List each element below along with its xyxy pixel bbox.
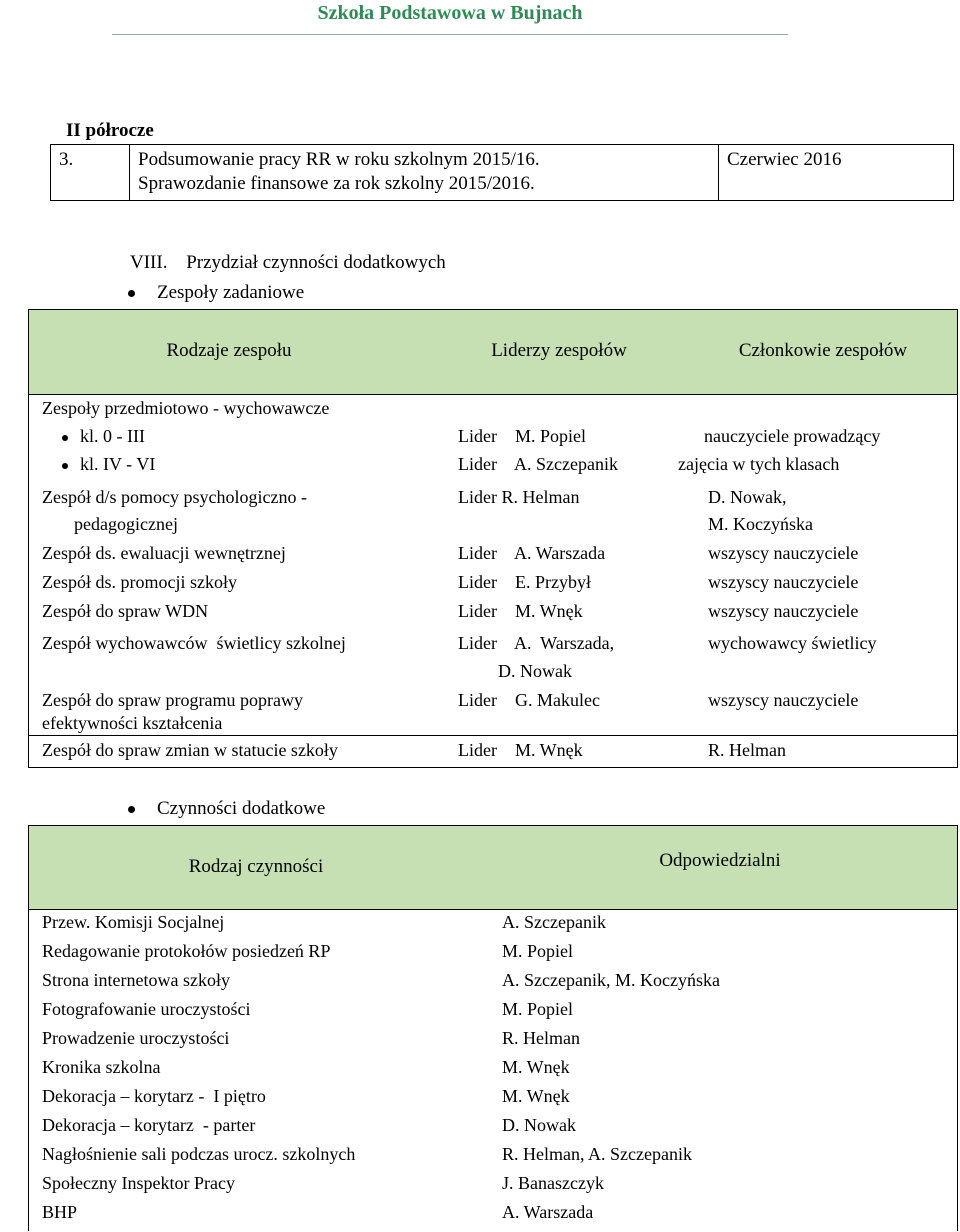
- team-row-members: wychowawcy świetlicy: [708, 633, 877, 653]
- team-row-name: Zespół wychowawców świetlicy szkolnej: [42, 633, 346, 653]
- duty-task: Strona internetowa szkoły: [42, 970, 230, 990]
- duty-person: J. Banaszczyk: [502, 1173, 604, 1193]
- team-row-name-cont: efektywności kształcenia: [42, 713, 223, 733]
- team-row-leader: Lider A. Warszada: [458, 543, 606, 563]
- team-row-members: R. Helman: [708, 740, 786, 760]
- group-sub-1-label: kl. 0 - III: [80, 426, 145, 446]
- duty-person: A. Szczepanik, M. Koczyńska: [502, 970, 720, 990]
- duty-task: Społeczny Inspektor Pracy: [42, 1173, 235, 1193]
- duty-task: Redagowanie protokołów posiedzeń RP: [42, 941, 331, 961]
- teams-bullet-label: Zespoły zadaniowe: [157, 282, 305, 303]
- bullet-dot-icon: [128, 290, 135, 297]
- duty-person: R. Helman: [502, 1028, 580, 1048]
- group-members-2: zajęcia w tych klasach: [678, 454, 840, 474]
- team-row-members: wszyscy nauczyciele: [708, 543, 859, 563]
- section-title: Przydział czynności dodatkowych: [186, 252, 446, 273]
- teams-bullet: [128, 282, 304, 304]
- duty-task: Nagłośnienie sali podczas urocz. szkolnych: [42, 1144, 356, 1164]
- duty-task: Przew. Komisji Socjalnej: [42, 912, 225, 932]
- section-number: VIII.: [130, 252, 168, 273]
- bullet-dot-icon: [128, 806, 135, 813]
- page-header-title: Szkoła Podstawowa w Bujnach: [317, 2, 583, 24]
- duty-person: A. Warszada: [502, 1202, 594, 1222]
- duties-bullet: [128, 798, 325, 820]
- duty-person: R. Helman, A. Szczepanik: [502, 1144, 692, 1164]
- team-row-leader: Lider R. Helman: [458, 487, 580, 507]
- duty-person: M. Wnęk: [502, 1057, 570, 1077]
- bullet-dot-icon: [62, 463, 68, 469]
- team-row-members: wszyscy nauczyciele: [708, 690, 859, 710]
- group-sub-2-label: kl. IV - VI: [80, 454, 156, 474]
- duty-person: M. Popiel: [502, 941, 574, 961]
- bullet-dot-icon: [62, 435, 68, 441]
- team-row-leader: Lider M. Wnęk: [458, 601, 583, 621]
- duty-task: Kronika szkolna: [42, 1057, 161, 1077]
- duty-task: Dekoracja – korytarz - parter: [42, 1115, 256, 1135]
- duty-person: D. Nowak: [502, 1115, 576, 1135]
- duty-task: Prowadzenie uroczystości: [42, 1028, 230, 1048]
- duty-person: A. Szczepanik: [502, 912, 606, 932]
- group-leader-1: Lider M. Popiel: [458, 426, 586, 446]
- plan-line-1: Podsumowanie pracy RR w roku szkolnym 2015/16.: [138, 149, 540, 170]
- team-row-leader: Lider G. Makulec: [458, 690, 600, 710]
- plan-row: [51, 145, 954, 201]
- team-row-name: Zespół d/s pomocy psychologiczno -: [42, 487, 307, 507]
- team-row-name: Zespół do spraw zmian w statucie szkoły: [42, 740, 338, 760]
- teams-header-members: Członkowie zespołów: [738, 340, 908, 361]
- duties-bullet-label: Czynności dodatkowe: [157, 798, 326, 819]
- team-row-leader: Lider A. Warszada,: [458, 633, 615, 653]
- group-leader-2: Lider A. Szczepanik: [458, 454, 618, 474]
- team-row-members: wszyscy nauczyciele: [708, 572, 859, 592]
- duties-header-task: Rodzaj czynności: [188, 856, 324, 877]
- duty-task: Dekoracja – korytarz - I piętro: [42, 1086, 266, 1106]
- teams-header-leaders: Liderzy zespołów: [491, 340, 627, 361]
- section-heading: [130, 252, 446, 274]
- plan-number: 3.: [51, 145, 130, 201]
- semester-heading: II półrocze: [66, 120, 154, 141]
- duty-person: M. Wnęk: [502, 1086, 570, 1106]
- team-row-members: wszyscy nauczyciele: [708, 601, 859, 621]
- plan-table: [50, 144, 954, 201]
- team-row-leader: Lider M. Wnęk: [458, 740, 583, 760]
- team-row-name: Zespół do spraw WDN: [42, 601, 209, 621]
- header-divider: [112, 34, 788, 35]
- plan-line-2: Sprawozdanie finansowe za rok szkolny 2015/2016.: [138, 173, 535, 194]
- duty-person: M. Popiel: [502, 999, 574, 1019]
- duties-header-person: Odpowiedzialni: [659, 850, 781, 871]
- duty-task: Fotografowanie uroczystości: [42, 999, 251, 1019]
- team-row-leader: Lider E. Przybył: [458, 572, 591, 592]
- duty-task: BHP: [42, 1202, 78, 1222]
- group-members-1: nauczyciele prowadzący: [704, 426, 881, 446]
- team-row-leader-cont: D. Nowak: [498, 661, 572, 681]
- team-row-members: D. Nowak,: [708, 487, 787, 507]
- group-sub-1: [62, 426, 145, 447]
- teams-row-divider: [29, 735, 957, 736]
- plan-date: Czerwiec 2016: [719, 145, 954, 201]
- team-row-name: Zespół do spraw programu poprawy: [42, 690, 303, 710]
- teams-header-type: Rodzaje zespołu: [166, 340, 292, 361]
- plan-description: [130, 145, 719, 201]
- team-row-name: Zespół ds. ewaluacji wewnętrznej: [42, 543, 286, 563]
- group-title: Zespoły przedmiotowo - wychowawcze: [42, 398, 330, 418]
- team-row-members-cont: M. Koczyńska: [708, 514, 813, 534]
- team-row-name: Zespół ds. promocji szkoły: [42, 572, 237, 592]
- team-row-name-cont: pedagogicznej: [74, 514, 178, 534]
- group-sub-2: [62, 454, 155, 475]
